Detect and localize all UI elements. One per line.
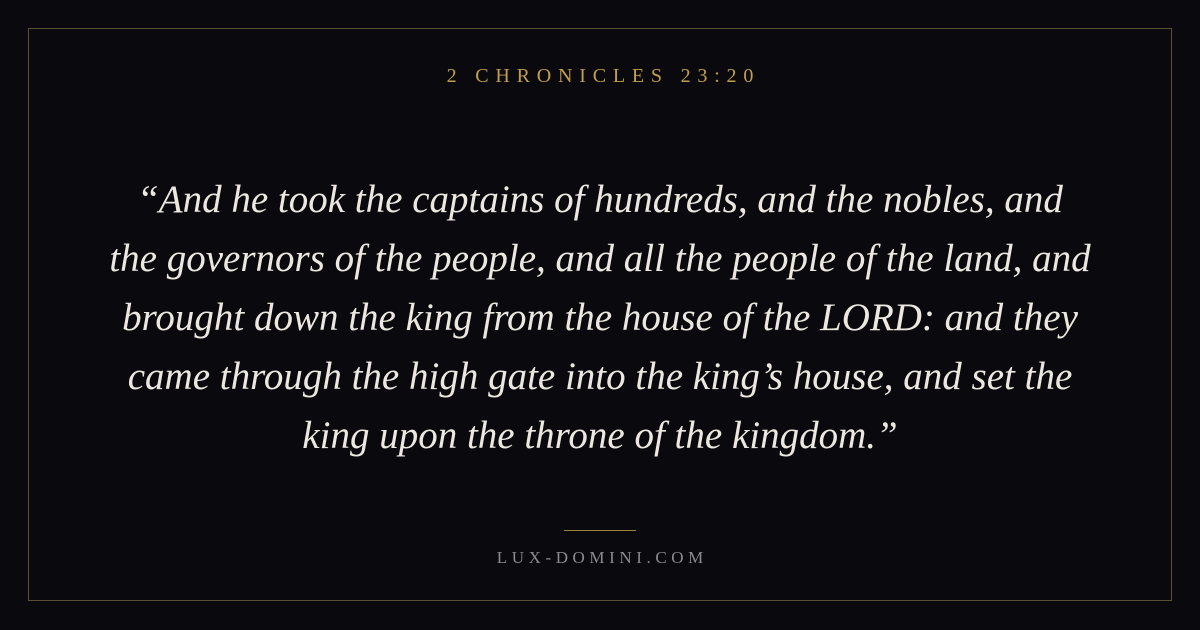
quote-line: king upon the throne of the kingdom.”: [302, 414, 898, 457]
site-name: LUX-DOMINI.COM: [496, 548, 708, 567]
quote-line: brought down the king from the house of the LORD: and they: [122, 296, 1078, 339]
divider-line: [564, 530, 636, 531]
verse-quote: [0, 170, 1200, 465]
quote-line: came through the high gate into the king’s house, and set the: [127, 355, 1073, 398]
quote-line: the governors of the people, and all the people of the land, and: [109, 237, 1091, 280]
quote-line: “And he took the captains of hundreds, and the nobles, and: [137, 178, 1063, 221]
verse-reference: 2 CHRONICLES 23:20: [446, 65, 761, 87]
